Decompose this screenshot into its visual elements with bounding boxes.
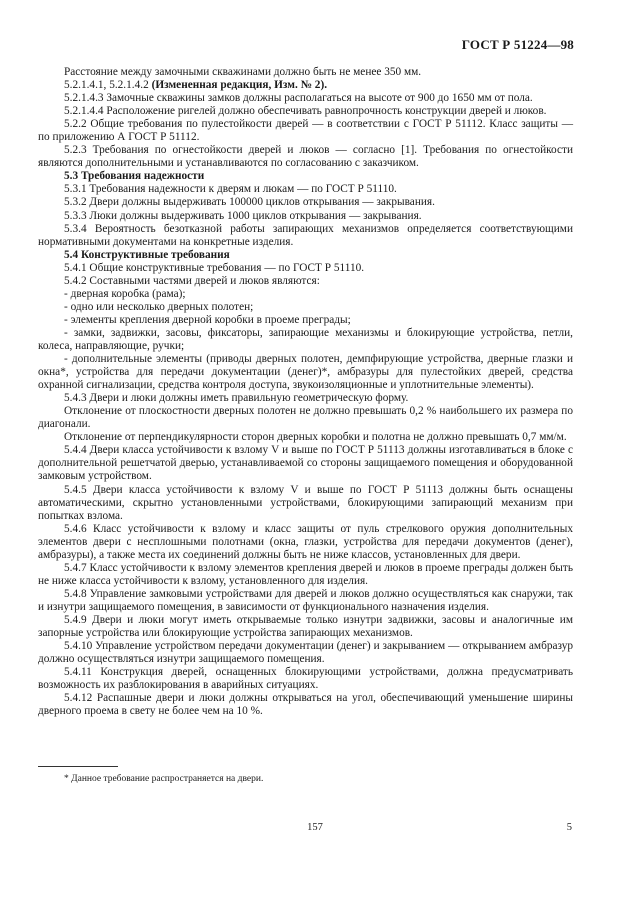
section-heading: 5.3 Требования надежности xyxy=(64,170,205,183)
paragraph: 5.2.1.4.4 Расположение ригелей должно обеспечивать равнопрочность конструкции дверей и люков. xyxy=(64,105,547,118)
footnote-separator xyxy=(38,766,118,767)
paragraph: 5.4.3 Двери и люки должны иметь правильную геометрическую форму. xyxy=(64,392,409,405)
document-body xyxy=(38,66,573,718)
paragraph: 5.4.8 Управление замковыми устройствами для дверей и люков должно осуществляться как снаружи, так и изнутри защищаемого помещения, в зависимости от функционального назначения изделия. xyxy=(38,587,573,613)
paragraph: 5.4.7 Класс устойчивости к взлому элементов крепления дверей и люков в проеме преграды должен быть не ниже класса устойчивости к взлому, установленного для изделия. xyxy=(38,561,573,587)
paragraph: 5.2.2 Общие требования по пулестойкости дверей — в соответствии с ГОСТ Р 51112. Класс защиты — по приложению А ГОСТ Р 51112. xyxy=(38,118,573,144)
paragraph: 5.4.12 Распашные двери и люки должны открываться на угол, обеспечивающий уменьшение ширины дверного проема в свету не более чем на 10 %. xyxy=(38,692,573,718)
paragraph: Отклонение от перпендикулярности сторон дверных коробки и полотна не должно превышать 0,7 мм/м. xyxy=(64,431,567,444)
paragraph: 5.4.2 Составными частями дверей и люков являются: xyxy=(64,274,320,287)
paragraph: 5.4.10 Управление устройством передачи документации (денег) и закрыванием — открыванием амбразур должно осуществляться изнутри защищаемого помещения. xyxy=(38,640,573,666)
paragraph: 5.4.9 Двери и люки могут иметь открываемые только изнутри задвижки, засовы и аналогичные им запорные устройства или блокирующие устройства запирающих механизмов. xyxy=(38,613,573,640)
paragraph: - дополнительные элементы (приводы дверных полотен, демпфирующие устройства, дверные глазки и окна*, устройства для передачи документации (денег)*, амбразуры для пулестойких дверей, средства охранной сигнализации, средства контроля доступа, звукоизоляционные и уплотнительные элементы). xyxy=(38,353,573,392)
paragraph: - дверная коробка (рама); xyxy=(64,287,186,300)
paragraph: 5.3.4 Вероятность безотказной работы запирающих механизмов определяется соответствующими нормативными документами на конкретные изделия. xyxy=(38,222,573,248)
document-header: ГОСТ Р 51224—98 xyxy=(461,37,574,52)
paragraph xyxy=(38,79,573,92)
paragraph: Отклонение от плоскостности дверных полотен не должно превышать 0,2 % наибольшего их размера по диагонали. xyxy=(38,405,573,431)
paragraph-ref: 5.2.1.4.1, 5.2.1.4.2 xyxy=(64,79,152,92)
amendment-note: (Измененная редакция, Изм. № 2). xyxy=(151,79,328,92)
paragraph: 5.2.3 Требования по огнестойкости дверей и люков — согласно [1]. Требования по огнестойкости являются дополнительными и устанавливаются по согласованию с заказчиком. xyxy=(38,144,573,170)
paragraph: 5.4.4 Двери класса устойчивости к взлому V и выше по ГОСТ Р 51113 должны изготавливаться в блоке с дополнительной решетчатой дверью, устанавливаемой со стороны защищаемого помещения и оборудованной замковым устройством. xyxy=(38,444,573,483)
paragraph: 5.3.3 Люки должны выдерживать 1000 циклов открывания — закрывания. xyxy=(64,209,422,222)
paragraph: - одно или несколько дверных полотен; xyxy=(64,300,254,313)
sheet-number: 5 xyxy=(566,822,572,833)
paragraph: 5.3.2 Двери должны выдерживать 100000 циклов открывания — закрывания. xyxy=(64,196,435,209)
paragraph: 5.3.1 Требования надежности к дверям и люкам — по ГОСТ Р 51110. xyxy=(64,183,397,196)
paragraph: 5.4.6 Класс устойчивости к взлому и класс защиты от пуль стрелкового оружия дополнительных элементов двери с несплошными полотнами (окна, глазки, устройства для передачи документов (денег), амбразуры), а также места их соединений должны быть не ниже классов, установленных для двери. xyxy=(38,522,573,561)
paragraph: 5.4.11 Конструкция дверей, оснащенных блокирующими устройствами, должна предусматривать возможность их разблокирования в аварийных ситуациях. xyxy=(38,666,573,692)
section-heading: 5.4 Конструктивные требования xyxy=(64,248,230,261)
paragraph: 5.4.5 Двери класса устойчивости к взлому V и выше по ГОСТ Р 51113 должны быть оснащены автоматическими, скрытно установленными устройствами, блокирующими запирающий механизм при попытках взлома. xyxy=(38,483,573,522)
paragraph: 5.2.1.4.3 Замочные скважины замков должны располагаться на высоте от 900 до 1650 мм от пола. xyxy=(64,92,533,105)
paragraph: - замки, задвижки, засовы, фиксаторы, запирающие механизмы и блокирующие устройства, петли, колеса, направляющие, ручки; xyxy=(38,326,573,352)
paragraph: Расстояние между замочными скважинами должно быть не менее 350 мм. xyxy=(64,66,422,78)
paragraph: 5.4.1 Общие конструктивные требования — по ГОСТ Р 51110. xyxy=(64,261,365,274)
page-number: 157 xyxy=(307,822,323,833)
footnote: * Данное требование распространяется на двери. xyxy=(64,774,264,784)
paragraph: - элементы крепления дверной коробки в проеме преграды; xyxy=(64,313,351,326)
